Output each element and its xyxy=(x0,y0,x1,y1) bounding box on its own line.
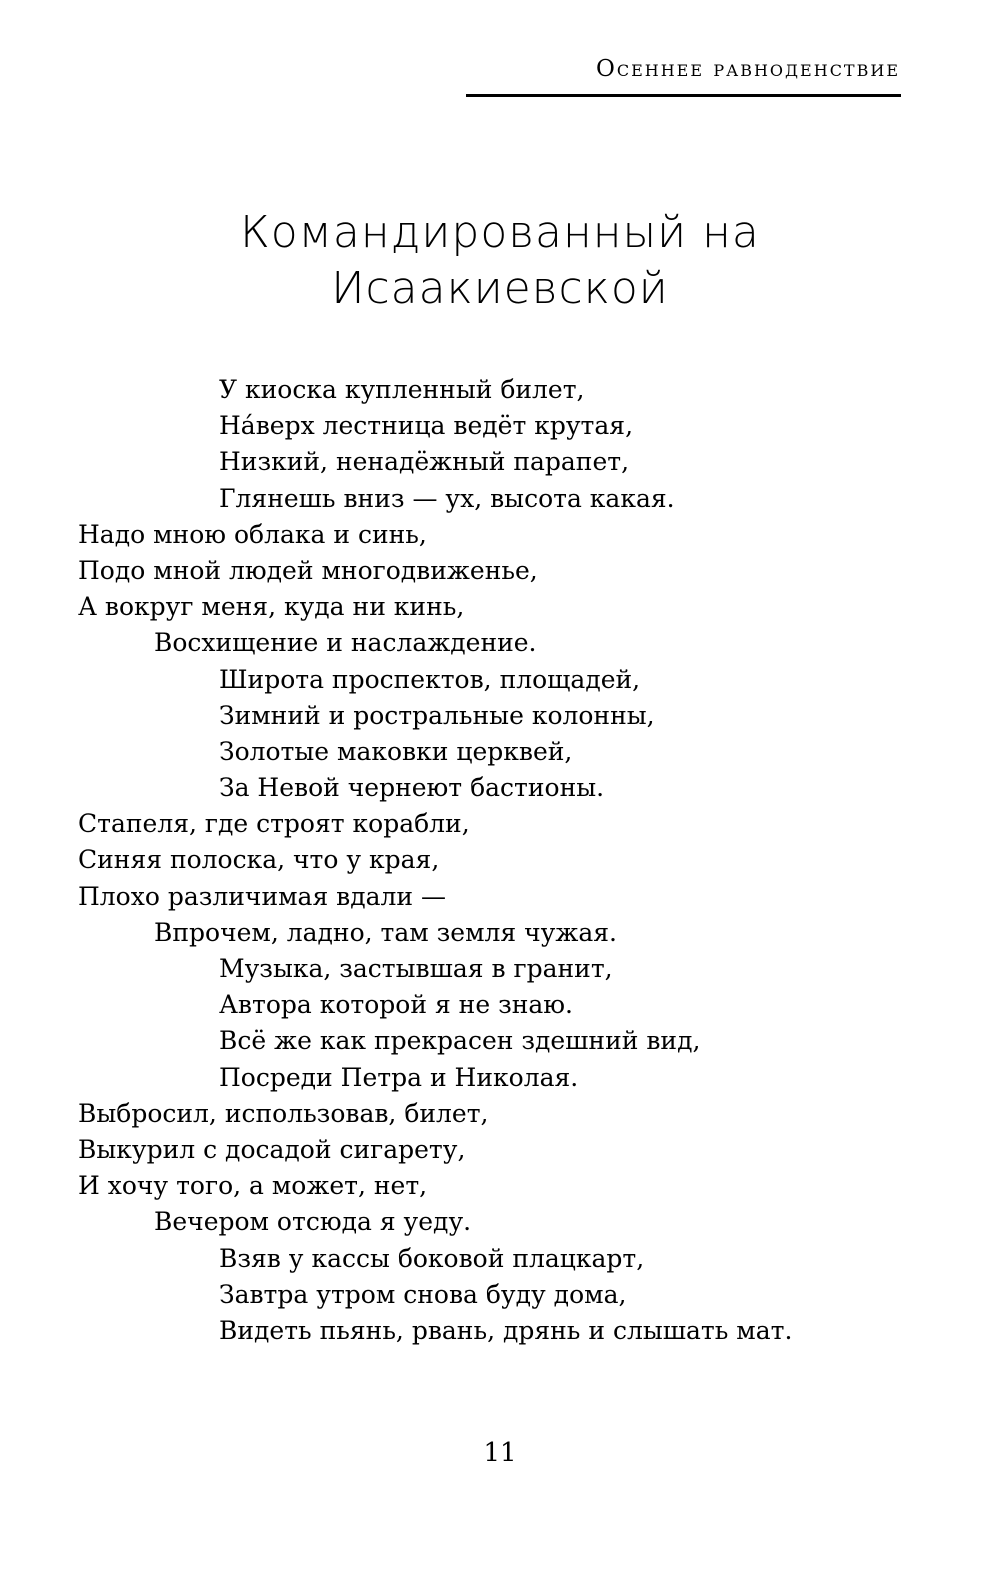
poem-line: Широта проспектов, площадей, xyxy=(219,664,641,694)
poem-line: Зимний и ростральные колонны, xyxy=(219,700,655,730)
poem-line: На́верх лестница ведёт крутая, xyxy=(219,411,634,441)
poem-line: За Невой чернеют бастионы. xyxy=(219,773,605,803)
poem-body xyxy=(0,372,1000,1349)
poem-line: Музыка, застывшая в гранит, xyxy=(219,954,613,983)
poem-line: Синяя полоска, что у края, xyxy=(78,845,440,875)
poem-line: Надо мною облака и синь, xyxy=(78,519,427,549)
page-number: 11 xyxy=(483,1438,517,1468)
poem-line: Плохо различимая вдали — xyxy=(78,881,447,911)
poem-line: Выкурил с досадой сигарету, xyxy=(78,1134,466,1164)
poem-title-line: Исаакиевской xyxy=(331,263,669,314)
poem-title xyxy=(0,205,1000,317)
poem-line: Глянешь вниз — ух, высота какая. xyxy=(219,483,675,513)
poem-line: А вокруг меня, куда ни кинь, xyxy=(78,592,465,622)
poem-line: Вечером отсюда я уеду. xyxy=(154,1207,472,1237)
poem-line: Видеть пьянь, рвань, дрянь и слышать мат. xyxy=(219,1315,793,1345)
poem-line: И хочу того, а может, нет, xyxy=(78,1171,428,1201)
poem-line: Подо мной людей многодвиженье, xyxy=(78,555,538,585)
poem-line: Взяв у кассы боковой плацкарт, xyxy=(219,1243,645,1273)
running-head-rule xyxy=(466,94,901,97)
poem-line: Выбросил, использовав, билет, xyxy=(78,1098,489,1128)
poem-line: Золотые маковки церквей, xyxy=(219,736,573,766)
poem-line: Автора которой я не знаю. xyxy=(219,990,574,1020)
poem-line: Впрочем, ладно, там земля чужая. xyxy=(154,917,618,947)
running-head: Осеннее равноденствие xyxy=(595,56,900,82)
poem-line: Восхищение и наслаждение. xyxy=(154,628,537,658)
poem-line: Завтра утром снова буду дома, xyxy=(219,1279,627,1309)
poem-line: Посреди Петра и Николая. xyxy=(219,1062,579,1092)
poem-line: У киоска купленный билет, xyxy=(219,375,585,404)
poem-line: Стапеля, где строят корабли, xyxy=(78,809,470,839)
poem-line: Низкий, ненадёжный парапет, xyxy=(219,447,630,477)
poem-line: Всё же как прекрасен здешний вид, xyxy=(219,1026,701,1056)
poem-title-line: Командированный на xyxy=(240,207,760,258)
